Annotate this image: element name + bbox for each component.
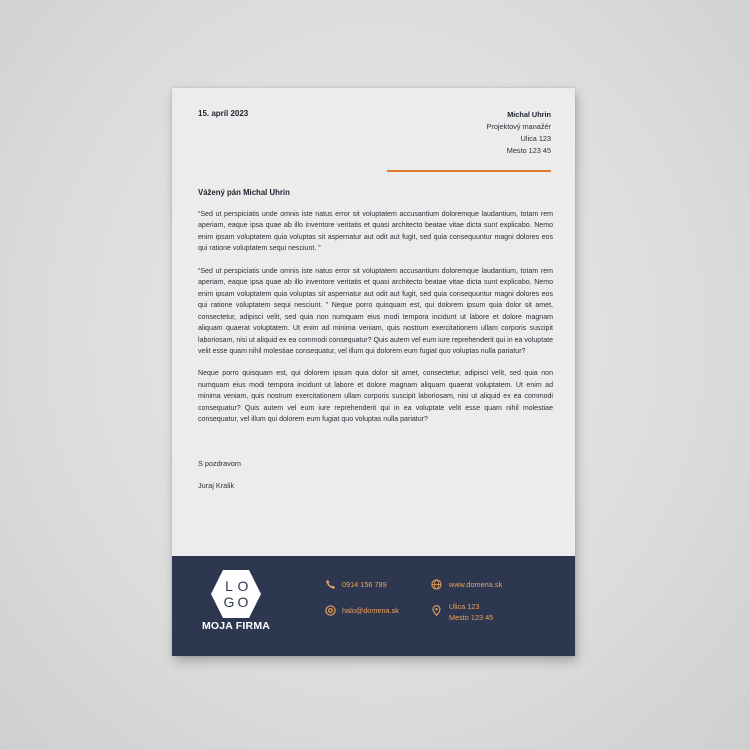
signature: Juraj Kralik (198, 481, 235, 490)
company-name: MOJA FIRMA (201, 620, 271, 632)
phone-icon (325, 579, 336, 590)
address-street: Ulica 123 (449, 602, 480, 611)
closing: S pozdravom (198, 459, 241, 468)
email-address[interactable]: halo@domena.sk (342, 606, 399, 615)
sender-name: Michal Uhrin (507, 110, 551, 119)
location-pin-icon (431, 605, 442, 616)
accent-divider (387, 170, 551, 172)
body-paragraph: Neque porro quisquam est, qui dolorem ipsum quia dolor sit amet, consectetur, adipisci velit, sed quia non numquam eius modi tempora incidunt ut labore et dolore magnam aliquam quaerat voluptatem. Ut enim ad minima veniam, quis nostrum exercitationem ullam corporis suscipit laboriosam, nisi ut aliquid ex ea commodi consequatur? Quis autem vel eum iure reprehenderit qui in ea voluptate velit esse quam nihil molestiae consequatur, vel illum qui dolorem eum fugiat quo voluptas nulla pariatur? (198, 370, 553, 424)
sender-block (487, 109, 551, 157)
address-block (449, 602, 493, 623)
logo-letter: O (237, 594, 249, 610)
logo-letter: L (225, 578, 233, 594)
phone-number[interactable]: 0914 156 789 (342, 580, 387, 589)
logo-letter: G (223, 594, 235, 610)
sender-street: Ulica 123 (520, 134, 551, 143)
letter-date: 15. apríl 2023 (198, 109, 249, 118)
salutation: Vážený pán Michal Uhrin (198, 188, 290, 197)
logo-mark (210, 568, 262, 620)
body-paragraph: “Sed ut perspiciatis unde omnis iste natus error sit voluptatem accusantium doloremque laudantium, totam rem aperiam, eaque ipsa quae ab illo inventore veritatis et quasi architecto beatae vitae dicta sunt explicabo. Nemo enim ipsam voluptatem quia voluptas sit aspernatur aut odit aut fugit, sed quia consequuntur magni dolores eos qui ratione voluptatem sequi nesciunt. ” (198, 211, 553, 253)
logo-letter: O (237, 578, 249, 594)
at-icon (325, 605, 336, 616)
body-paragraph: “Sed ut perspiciatis unde omnis iste natus error sit voluptatem accusantium doloremque laudantium, totam rem aperiam, eaque ipsa quae ab illo inventore veritatis et quasi architecto beatae vitae dicta sunt explicabo. Nemo enim ipsam voluptatem quia voluptas sit aspernatur aut odit aut fugit, sed quia consequuntur magni dolores eos qui ratione voluptatem sequi nesciunt. ” Neque porro quisquam est, qui dolorem ipsum quia dolor sit amet, consectetur, adipisci velit, sed quia non numquam eius modi tempora incidunt ut labore et dolore magnam aliquam quaerat voluptatem. Ut enim ad minima veniam, quis nostrum exercitationem ullam corporis suscipit laboriosam, nisi ut aliquid ex ea commodi consequatur? Quis autem vel eum iure reprehenderit qui in ea voluptate velit esse quam nihil molestiae consequatur, vel illum qui dolorem eum fugiat quo voluptas nulla pariatur? (198, 267, 553, 355)
sender-position: Projektový manažér (486, 122, 551, 131)
letter-body (198, 209, 553, 437)
letter-sheet (172, 88, 575, 656)
website-link[interactable]: www.domena.sk (449, 580, 503, 589)
address-city: Mesto 123 45 (449, 612, 494, 622)
globe-icon (431, 579, 442, 590)
sender-city: Mesto 123 45 (506, 146, 551, 155)
letter-footer (172, 556, 575, 656)
